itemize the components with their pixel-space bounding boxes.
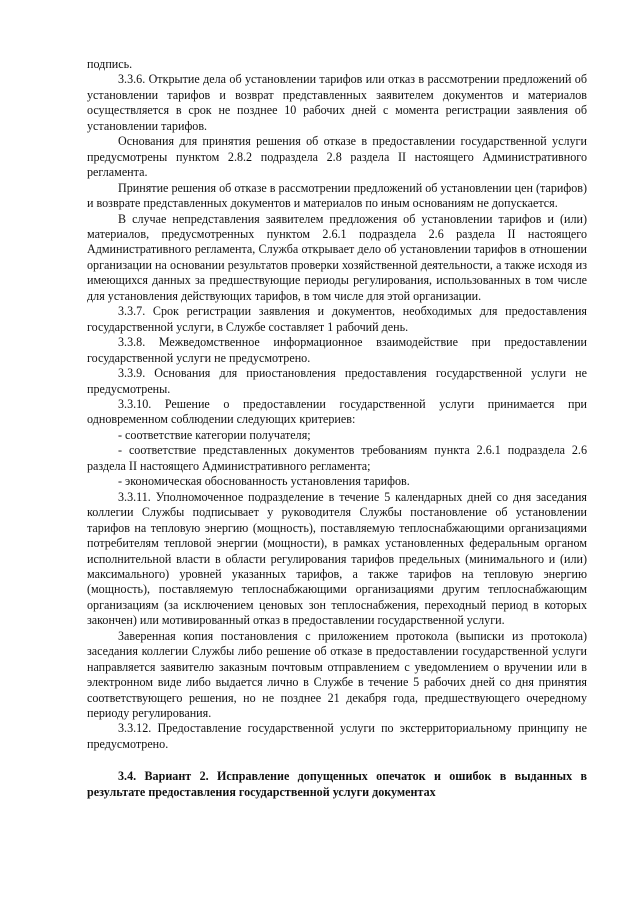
- paragraph: 3.3.12. Предоставление государственной услуги по экстерриториальному принципу не предусмотрено.: [87, 721, 587, 751]
- section-heading: 3.4. Вариант 2. Исправление допущенных опечаток и ошибок в выданных в результате предоставления государственной услуги документах: [87, 769, 587, 799]
- paragraph: подпись.: [87, 57, 133, 71]
- paragraph: Основания для принятия решения об отказе в предоставлении государственной услуги предусмотрены пунктом 2.8.2 подраздела 2.8 раздела II настоящего Административного регламента.: [87, 134, 587, 180]
- paragraph: 3.3.11. Уполномоченное подразделение в течение 5 календарных дней со дня заседания коллегии Службы подписывает у руководителя Службы постановление об установлении тарифов на тепловую энергию (мощность), поставляемую теплоснабжающими организациями потребителям тепловой энергии (мощности), в рамках установленных федеральным органом исполнительной власти в области регулирования тарифов предельных (минимального и (или) максимального) уровней указанных тарифов, а также тарифов на тепловую энергию (мощность), поставляемую теплоснабжающими организациями другим теплоснабжающим организациям (за исключением ценовых зон теплоснабжения, переходный период в которых закончен) или мотивированный отказ в предоставлении государственной услуги.: [87, 489, 587, 628]
- paragraph: 3.3.9. Основания для приостановления предоставления государственной услуги не предусмотрены.: [87, 366, 587, 396]
- paragraph: В случае непредставления заявителем предложения об установлении тарифов и (или) материалов, предусмотренных пунктом 2.6.1 подраздела 2.6 раздела II настоящего Административного регламента, Служба открывает дело об установлении тарифов в отношении организации на основании результатов проверки хозяйственной деятельности, а также исходя из имеющихся данных за предшествующие периоды регулирования, использованных в том числе для установления действующих тарифов, в том числе для этой организации.: [87, 211, 587, 303]
- list-item: - экономическая обоснованность установления тарифов.: [118, 474, 410, 489]
- list-item: - соответствие представленных документов требованиям пункта 2.6.1 подраздела 2.6 раздела II настоящего Административного регламента;: [87, 443, 587, 473]
- paragraph: Принятие решения об отказе в рассмотрении предложений об установлении цен (тарифов) и возврате представленных документов и материалов по иным основаниям не допускается.: [87, 180, 587, 211]
- paragraph: 3.3.8. Межведомственное информационное взаимодействие при предоставлении государственной услуги не предусмотрено.: [87, 335, 587, 365]
- paragraph: Заверенная копия постановления с приложением протокола (выписки из протокола) заседания коллегии Службы либо решение об отказе в предоставлении государственной услуги направляется заявителю заказным почтовым отправлением с уведомлением о вручении или в электронном виде либо выдается лично в Службе в течение 5 рабочих дней со дня принятия соответствующего решения, но не позднее 21 декабря года, предшествующего очередному периоду регулирования.: [87, 628, 587, 721]
- list-item: - соответствие категории получателя;: [118, 427, 311, 442]
- document-body: [87, 57, 587, 800]
- paragraph: 3.3.10. Решение о предоставлении государственной услуги принимается при одновременном соблюдении следующих критериев:: [87, 396, 587, 427]
- paragraph: 3.3.7. Срок регистрации заявления и документов, необходимых для предоставления государственной услуги, в Службе составляет 1 рабочий день.: [87, 304, 587, 334]
- paragraph: 3.3.6. Открытие дела об установлении тарифов или отказ в рассмотрении предложений об установлении тарифов и возврат представленных заявителем документов и материалов осуществляется в срок не позднее 10 рабочих дней с момента регистрации заявления об установлении тарифов.: [87, 72, 587, 133]
